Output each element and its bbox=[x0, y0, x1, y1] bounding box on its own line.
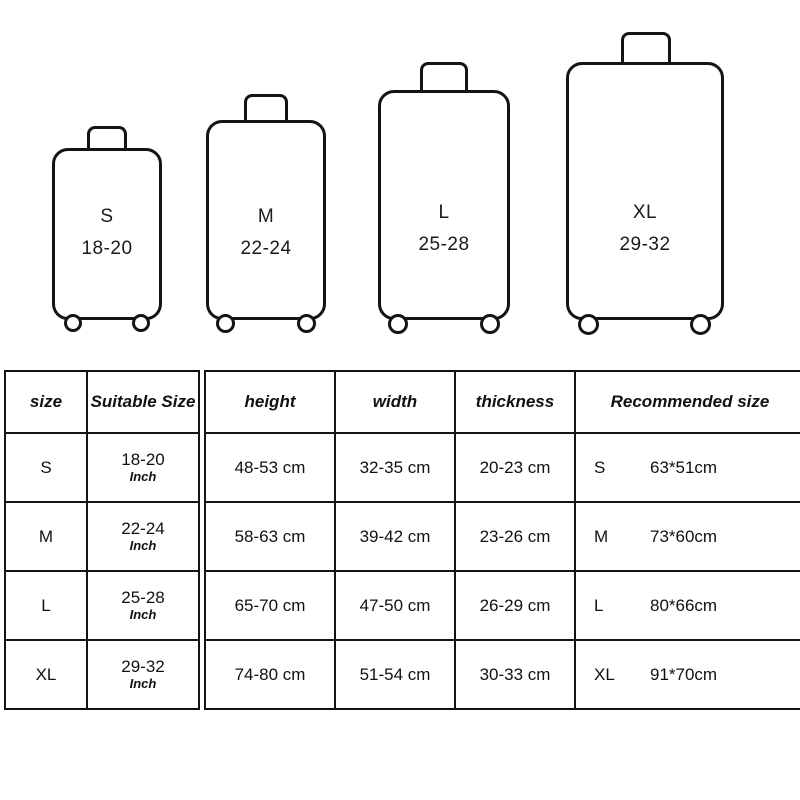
cell-recommended-size bbox=[575, 433, 800, 502]
table-row bbox=[205, 571, 800, 640]
table-row bbox=[205, 502, 800, 571]
suitable-value: 22-24 bbox=[121, 519, 165, 539]
recommended-size-label: S bbox=[594, 457, 606, 477]
case-range-m: 22-24 bbox=[240, 238, 292, 259]
wheel-m-left bbox=[216, 314, 235, 333]
recommended-size-value: 91*70cm bbox=[650, 664, 718, 684]
case-range-s: 18-20 bbox=[81, 238, 133, 259]
case-range-l: 25-28 bbox=[418, 234, 470, 255]
header-suitable-size: Suitable Size bbox=[87, 371, 199, 433]
suitable-value: 18-20 bbox=[121, 450, 165, 470]
cell-size: M bbox=[5, 502, 87, 571]
luggage-illustration-xl bbox=[566, 62, 724, 320]
handle-s bbox=[87, 126, 127, 150]
handle-l bbox=[420, 62, 468, 92]
table-row bbox=[5, 502, 199, 571]
cell-suitable-size bbox=[87, 502, 199, 571]
cell-width: 32-35 cm bbox=[335, 433, 455, 502]
cell-height: 48-53 cm bbox=[205, 433, 335, 502]
table-header-row bbox=[5, 371, 199, 433]
wheel-s-right bbox=[132, 314, 150, 332]
recommended-size-value: 63*51cm bbox=[650, 457, 718, 477]
case-body-xl bbox=[566, 62, 724, 320]
table-row bbox=[5, 640, 199, 709]
table-row bbox=[205, 433, 800, 502]
recommended-size-value: 73*60cm bbox=[650, 526, 718, 546]
table-header-row bbox=[205, 371, 800, 433]
table-row bbox=[205, 640, 800, 709]
dimension-table bbox=[204, 370, 800, 710]
cell-size: XL bbox=[5, 640, 87, 709]
wheel-m-right bbox=[297, 314, 316, 333]
cell-recommended-size bbox=[575, 571, 800, 640]
cell-size: L bbox=[5, 571, 87, 640]
cell-recommended-size bbox=[575, 640, 800, 709]
recommended-size-value: 80*66cm bbox=[650, 595, 718, 615]
suitable-value: 25-28 bbox=[121, 588, 165, 608]
suitable-unit: Inch bbox=[129, 469, 157, 485]
cell-thickness: 23-26 cm bbox=[455, 502, 575, 571]
cell-suitable-size bbox=[87, 433, 199, 502]
cell-width: 51-54 cm bbox=[335, 640, 455, 709]
cell-suitable-size bbox=[87, 640, 199, 709]
wheel-l-right bbox=[480, 314, 500, 334]
cell-thickness: 20-23 cm bbox=[455, 433, 575, 502]
cell-suitable-size bbox=[87, 571, 199, 640]
case-label-l: L bbox=[438, 202, 450, 223]
wheel-xl-left bbox=[578, 314, 599, 335]
cell-width: 47-50 cm bbox=[335, 571, 455, 640]
suitable-unit: Inch bbox=[129, 676, 157, 692]
recommended-size-label: M bbox=[594, 526, 609, 546]
header-thickness: thickness bbox=[455, 371, 575, 433]
cell-height: 74-80 cm bbox=[205, 640, 335, 709]
recommended-size-label: XL bbox=[594, 664, 615, 684]
luggage-size-illustrations bbox=[0, 0, 800, 360]
header-height: height bbox=[205, 371, 335, 433]
table-row bbox=[5, 571, 199, 640]
size-table bbox=[4, 370, 200, 710]
handle-xl bbox=[621, 32, 671, 64]
wheel-l-left bbox=[388, 314, 408, 334]
cell-height: 58-63 cm bbox=[205, 502, 335, 571]
header-size: size bbox=[5, 371, 87, 433]
header-width: width bbox=[335, 371, 455, 433]
wheel-xl-right bbox=[690, 314, 711, 335]
luggage-illustration-s bbox=[52, 148, 162, 320]
cell-height: 65-70 cm bbox=[205, 571, 335, 640]
cell-size: S bbox=[5, 433, 87, 502]
wheel-s-left bbox=[64, 314, 82, 332]
luggage-illustration-m bbox=[206, 120, 326, 320]
recommended-size-label: L bbox=[594, 595, 604, 615]
header-recommended-size: Recommended size bbox=[575, 371, 800, 433]
suitable-unit: Inch bbox=[129, 538, 157, 554]
case-range-xl: 29-32 bbox=[619, 234, 671, 255]
luggage-illustration-l bbox=[378, 90, 510, 320]
handle-m bbox=[244, 94, 288, 122]
case-label-m: M bbox=[257, 206, 275, 227]
suitable-value: 29-32 bbox=[121, 657, 165, 677]
case-body-s bbox=[52, 148, 162, 320]
case-label-xl: XL bbox=[632, 202, 658, 223]
cell-thickness: 26-29 cm bbox=[455, 571, 575, 640]
case-label-s: S bbox=[100, 206, 114, 227]
cell-thickness: 30-33 cm bbox=[455, 640, 575, 709]
cell-recommended-size bbox=[575, 502, 800, 571]
cell-width: 39-42 cm bbox=[335, 502, 455, 571]
table-row bbox=[5, 433, 199, 502]
suitable-unit: Inch bbox=[129, 607, 157, 623]
